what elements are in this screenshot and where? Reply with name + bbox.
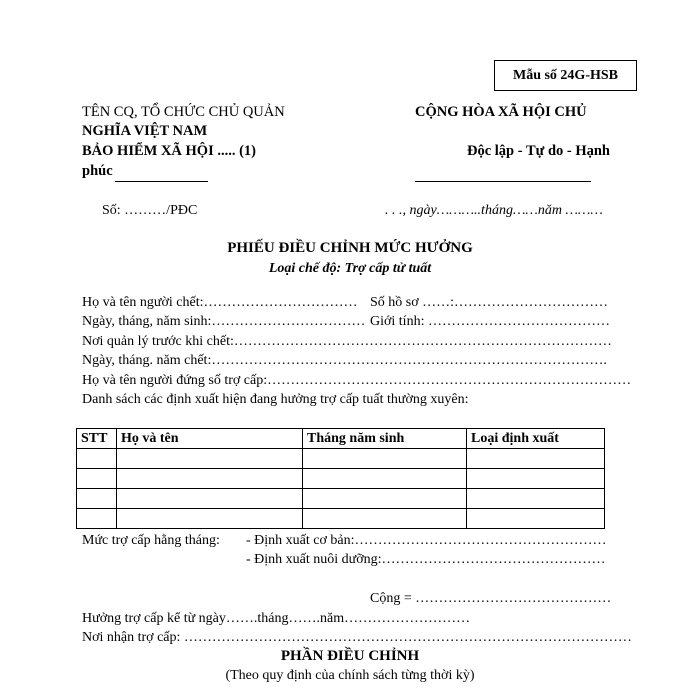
basic-allowance-field: - Định xuất cơ bản:……………………………………………… <box>246 533 607 548</box>
gender-field: Giới tính: ………………………………… <box>370 314 610 329</box>
birth-date-field: Ngày, tháng, năm sinh:…………………………… <box>82 314 366 329</box>
table-row <box>77 489 605 509</box>
total-field: Cộng = …………………………………… <box>370 591 612 606</box>
agency-line-1: TÊN CQ, TỔ CHỨC CHỦ QUẢN <box>82 104 285 120</box>
start-date-field: Hưởng trợ cấp kể từ ngày…….tháng…….năm……………………… <box>82 611 471 626</box>
table-row <box>77 469 605 489</box>
agency-line-2: NGHĨA VIỆT NAM <box>82 123 208 139</box>
form-title: PHIẾU ĐIỀU CHỈNH MỨC HƯỞNG <box>227 240 473 256</box>
agency-line-4: phúc <box>82 163 113 179</box>
beneficiaries-table <box>76 428 605 529</box>
death-date-field: Ngày, tháng. năm chết:…………………………………………………………………………. <box>82 353 607 368</box>
list-intro: Danh sách các định xuất hiện đang hưởng trợ cấp tuất thường xuyên: <box>82 392 469 407</box>
beneficiary-name-field: Họ và tên người đứng số trợ cấp:…………………………………………………………………… <box>82 373 632 388</box>
republic-line-1: CỘNG HÒA XÃ HỘI CHỦ <box>415 104 587 120</box>
table-row <box>77 449 605 469</box>
col-stt: STT <box>77 429 117 449</box>
adjustment-section-title: PHẦN ĐIỀU CHỈNH <box>280 648 420 664</box>
file-number-field: Số hồ sơ ……:…………………………… <box>370 295 609 310</box>
republic-line-2: Độc lập - Tự do - Hạnh <box>467 143 610 159</box>
header-right-underline <box>415 181 591 182</box>
form-subtitle: Loại chế độ: Trợ cấp tử tuất <box>268 261 432 276</box>
nurture-allowance-field: - Định xuất nuôi dưỡng:………………………………………… <box>246 552 606 567</box>
deceased-name-field: Họ và tên người chết:…………………………… <box>82 295 358 310</box>
adjustment-section-note: (Theo quy định của chính sách từng thời kỳ) <box>225 668 475 683</box>
table-header-row <box>77 429 605 449</box>
form-code-box: Mẫu số 24G-HSB <box>494 60 637 91</box>
document-date: . . ., ngày………..tháng……năm ……… <box>385 203 603 218</box>
col-name: Họ và tên <box>117 429 303 449</box>
header-left-underline <box>115 181 208 182</box>
management-place-field: Nơi quản lý trước khi chết:……………………………………………………………………… <box>82 334 612 349</box>
col-type: Loại định xuất <box>467 429 605 449</box>
agency-line-3: BẢO HIỂM XÃ HỘI ..... (1) <box>82 143 256 159</box>
allowance-label: Mức trợ cấp hằng tháng: <box>82 533 220 548</box>
col-birth: Tháng năm sinh <box>303 429 467 449</box>
document-number: Số: ………/PĐC <box>102 203 198 218</box>
receive-place-field: Nơi nhận trợ cấp: …………………………………………………………………………………… <box>82 630 632 645</box>
table-row <box>77 509 605 529</box>
